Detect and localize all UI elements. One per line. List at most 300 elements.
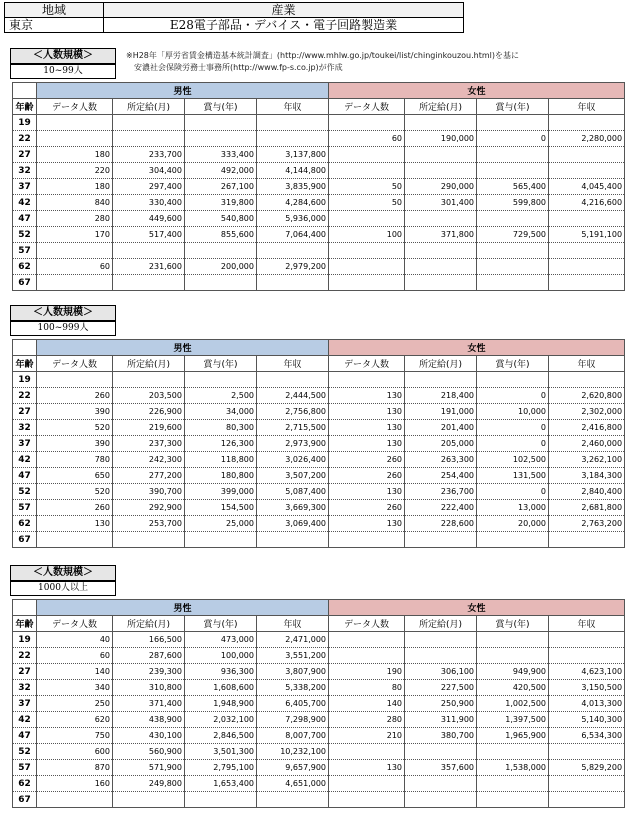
male-value-cell: 25,000 xyxy=(185,516,257,532)
female-value-cell xyxy=(405,648,477,664)
age-cell: 52 xyxy=(13,227,37,243)
table-row xyxy=(13,275,625,291)
male-value-cell: 840 xyxy=(37,195,113,211)
male-value-cell: 297,400 xyxy=(113,179,185,195)
male-bonus-header: 賞与(年) xyxy=(185,616,257,632)
male-value-cell: 10,232,100 xyxy=(257,744,329,760)
male-annual-header: 年収 xyxy=(257,99,329,115)
age-cell: 42 xyxy=(13,195,37,211)
female-value-cell: 2,840,400 xyxy=(549,484,625,500)
female-value-cell xyxy=(405,243,477,259)
female-value-cell: 306,100 xyxy=(405,664,477,680)
female-value-cell: 130 xyxy=(329,404,405,420)
male-value-cell: 5,936,000 xyxy=(257,211,329,227)
female-value-cell: 130 xyxy=(329,484,405,500)
male-count-header: データ人数 xyxy=(37,99,113,115)
female-value-cell xyxy=(477,744,549,760)
male-value-cell: 292,900 xyxy=(113,500,185,516)
female-value-cell xyxy=(405,776,477,792)
male-count-header: データ人数 xyxy=(37,356,113,372)
male-value-cell: 2,444,500 xyxy=(257,388,329,404)
female-value-cell: 2,681,800 xyxy=(549,500,625,516)
table-row xyxy=(13,744,625,760)
male-value-cell: 260 xyxy=(37,500,113,516)
age-cell: 32 xyxy=(13,163,37,179)
male-value-cell xyxy=(257,372,329,388)
header-spacer xyxy=(13,83,37,99)
female-value-cell xyxy=(329,648,405,664)
female-value-cell xyxy=(477,211,549,227)
male-value-cell: 1,608,600 xyxy=(185,680,257,696)
male-value-cell: 220 xyxy=(37,163,113,179)
male-value-cell: 287,600 xyxy=(113,648,185,664)
female-value-cell: 290,000 xyxy=(405,179,477,195)
table-row xyxy=(13,372,625,388)
salary-table xyxy=(12,599,625,808)
male-value-cell: 650 xyxy=(37,468,113,484)
male-value-cell: 371,400 xyxy=(113,696,185,712)
table-row xyxy=(13,243,625,259)
age-cell: 47 xyxy=(13,728,37,744)
male-value-cell xyxy=(257,243,329,259)
table-row xyxy=(13,648,625,664)
female-value-cell: 13,000 xyxy=(477,500,549,516)
female-value-cell xyxy=(549,648,625,664)
male-value-cell: 60 xyxy=(37,648,113,664)
female-value-cell xyxy=(329,259,405,275)
male-value-cell: 520 xyxy=(37,420,113,436)
table-row xyxy=(13,776,625,792)
age-cell: 19 xyxy=(13,632,37,648)
male-value-cell: 390,700 xyxy=(113,484,185,500)
female-value-cell xyxy=(549,744,625,760)
female-value-cell xyxy=(405,115,477,131)
male-value-cell xyxy=(37,275,113,291)
male-value-cell: 2,846,500 xyxy=(185,728,257,744)
female-value-cell xyxy=(549,776,625,792)
female-value-cell: 20,000 xyxy=(477,516,549,532)
female-value-cell xyxy=(477,792,549,808)
male-value-cell xyxy=(185,532,257,548)
male-value-cell: 34,000 xyxy=(185,404,257,420)
male-value-cell: 180,800 xyxy=(185,468,257,484)
female-value-cell xyxy=(549,259,625,275)
age-cell: 67 xyxy=(13,275,37,291)
male-value-cell: 3,835,900 xyxy=(257,179,329,195)
age-cell: 22 xyxy=(13,131,37,147)
male-value-cell: 492,000 xyxy=(185,163,257,179)
age-cell: 42 xyxy=(13,712,37,728)
female-value-cell xyxy=(329,372,405,388)
male-header: 男性 xyxy=(37,83,329,99)
female-value-cell xyxy=(549,115,625,131)
female-value-cell: 250,900 xyxy=(405,696,477,712)
male-monthly-header: 所定給(月) xyxy=(113,356,185,372)
female-header: 女性 xyxy=(329,83,625,99)
male-value-cell: 166,500 xyxy=(113,632,185,648)
table-row xyxy=(13,452,625,468)
male-value-cell: 340 xyxy=(37,680,113,696)
male-value-cell: 600 xyxy=(37,744,113,760)
male-value-cell xyxy=(185,792,257,808)
female-value-cell: 301,400 xyxy=(405,195,477,211)
size-label: ＜人数規模＞ xyxy=(10,305,116,321)
table-row xyxy=(13,131,625,147)
table-row xyxy=(13,468,625,484)
female-value-cell xyxy=(549,792,625,808)
table-row xyxy=(13,179,625,195)
male-value-cell: 330,400 xyxy=(113,195,185,211)
male-value-cell: 399,000 xyxy=(185,484,257,500)
female-value-cell xyxy=(477,275,549,291)
female-value-cell: 6,534,300 xyxy=(549,728,625,744)
age-cell: 57 xyxy=(13,760,37,776)
male-value-cell: 170 xyxy=(37,227,113,243)
male-value-cell: 4,144,800 xyxy=(257,163,329,179)
female-bonus-header: 賞与(年) xyxy=(477,356,549,372)
female-annual-header: 年収 xyxy=(549,616,625,632)
age-cell: 47 xyxy=(13,468,37,484)
female-value-cell: 4,045,400 xyxy=(549,179,625,195)
female-value-cell xyxy=(405,532,477,548)
male-bonus-header: 賞与(年) xyxy=(185,99,257,115)
female-value-cell: 130 xyxy=(329,420,405,436)
male-value-cell: 3,501,300 xyxy=(185,744,257,760)
female-value-cell: 2,280,000 xyxy=(549,131,625,147)
female-value-cell: 371,800 xyxy=(405,227,477,243)
male-value-cell xyxy=(37,243,113,259)
female-value-cell xyxy=(477,243,549,259)
table-row xyxy=(13,532,625,548)
male-value-cell: 2,032,100 xyxy=(185,712,257,728)
male-monthly-header: 所定給(月) xyxy=(113,616,185,632)
table-row xyxy=(13,680,625,696)
table-row xyxy=(13,259,625,275)
table-row xyxy=(13,760,625,776)
male-value-cell: 571,900 xyxy=(113,760,185,776)
male-value-cell xyxy=(257,275,329,291)
female-value-cell: 0 xyxy=(477,388,549,404)
male-value-cell: 3,137,800 xyxy=(257,147,329,163)
female-value-cell: 3,184,300 xyxy=(549,468,625,484)
male-value-cell: 9,657,900 xyxy=(257,760,329,776)
table-row xyxy=(13,696,625,712)
male-value-cell: 280 xyxy=(37,211,113,227)
female-value-cell: 2,416,800 xyxy=(549,420,625,436)
male-value-cell: 449,600 xyxy=(113,211,185,227)
female-value-cell: 0 xyxy=(477,420,549,436)
female-value-cell: 190 xyxy=(329,664,405,680)
female-value-cell xyxy=(329,243,405,259)
female-value-cell: 729,500 xyxy=(477,227,549,243)
age-cell: 32 xyxy=(13,680,37,696)
female-value-cell: 210 xyxy=(329,728,405,744)
female-value-cell: 205,000 xyxy=(405,436,477,452)
female-bonus-header: 賞与(年) xyxy=(477,99,549,115)
table-row xyxy=(13,163,625,179)
female-value-cell: 130 xyxy=(329,516,405,532)
female-value-cell: 130 xyxy=(329,436,405,452)
table-row xyxy=(13,227,625,243)
male-value-cell: 250 xyxy=(37,696,113,712)
male-value-cell xyxy=(185,243,257,259)
female-value-cell: 5,140,300 xyxy=(549,712,625,728)
female-value-cell xyxy=(329,211,405,227)
female-value-cell: 1,965,900 xyxy=(477,728,549,744)
female-value-cell: 227,500 xyxy=(405,680,477,696)
male-value-cell: 233,700 xyxy=(113,147,185,163)
male-value-cell xyxy=(257,532,329,548)
male-value-cell: 1,948,900 xyxy=(185,696,257,712)
region-label: 地域 xyxy=(5,3,104,18)
female-value-cell xyxy=(329,147,405,163)
male-value-cell xyxy=(257,792,329,808)
male-value-cell xyxy=(113,243,185,259)
female-value-cell xyxy=(549,532,625,548)
table-row xyxy=(13,388,625,404)
male-header: 男性 xyxy=(37,600,329,616)
age-cell: 67 xyxy=(13,792,37,808)
female-value-cell xyxy=(549,275,625,291)
table-row xyxy=(13,436,625,452)
table-row xyxy=(13,484,625,500)
age-cell: 22 xyxy=(13,648,37,664)
female-value-cell: 190,000 xyxy=(405,131,477,147)
male-value-cell xyxy=(37,131,113,147)
female-value-cell xyxy=(549,147,625,163)
male-value-cell xyxy=(257,131,329,147)
region-value: 東京 xyxy=(5,18,104,33)
male-value-cell: 430,100 xyxy=(113,728,185,744)
male-value-cell: 319,800 xyxy=(185,195,257,211)
female-header: 女性 xyxy=(329,340,625,356)
female-value-cell: 228,600 xyxy=(405,516,477,532)
male-value-cell: 1,653,400 xyxy=(185,776,257,792)
male-value-cell: 40 xyxy=(37,632,113,648)
table-row xyxy=(13,420,625,436)
male-value-cell: 7,064,400 xyxy=(257,227,329,243)
female-value-cell xyxy=(477,532,549,548)
male-value-cell: 2,756,800 xyxy=(257,404,329,420)
female-value-cell: 4,623,100 xyxy=(549,664,625,680)
female-value-cell: 4,216,600 xyxy=(549,195,625,211)
age-cell: 62 xyxy=(13,259,37,275)
male-value-cell: 253,700 xyxy=(113,516,185,532)
female-value-cell: 2,620,800 xyxy=(549,388,625,404)
female-value-cell: 140 xyxy=(329,696,405,712)
male-count-header: データ人数 xyxy=(37,616,113,632)
age-cell: 47 xyxy=(13,211,37,227)
salary-table xyxy=(12,339,625,548)
age-cell: 27 xyxy=(13,664,37,680)
male-value-cell: 249,800 xyxy=(113,776,185,792)
table-row xyxy=(13,516,625,532)
table-row xyxy=(13,632,625,648)
male-value-cell: 203,500 xyxy=(113,388,185,404)
male-value-cell: 226,900 xyxy=(113,404,185,420)
female-value-cell xyxy=(477,115,549,131)
table-row xyxy=(13,195,625,211)
female-value-cell: 949,900 xyxy=(477,664,549,680)
female-value-cell xyxy=(477,776,549,792)
male-value-cell xyxy=(37,532,113,548)
female-value-cell xyxy=(477,632,549,648)
age-cell: 62 xyxy=(13,516,37,532)
male-value-cell: 60 xyxy=(37,259,113,275)
female-value-cell xyxy=(329,744,405,760)
male-value-cell: 219,600 xyxy=(113,420,185,436)
male-value-cell: 267,100 xyxy=(185,179,257,195)
female-value-cell xyxy=(549,243,625,259)
male-annual-header: 年収 xyxy=(257,616,329,632)
age-cell: 57 xyxy=(13,243,37,259)
male-value-cell: 140 xyxy=(37,664,113,680)
male-value-cell: 3,507,200 xyxy=(257,468,329,484)
male-value-cell: 333,400 xyxy=(185,147,257,163)
male-monthly-header: 所定給(月) xyxy=(113,99,185,115)
male-value-cell: 2,500 xyxy=(185,388,257,404)
male-value-cell: 540,800 xyxy=(185,211,257,227)
female-value-cell: 191,000 xyxy=(405,404,477,420)
female-value-cell: 260 xyxy=(329,500,405,516)
female-value-cell xyxy=(329,163,405,179)
male-value-cell: 180 xyxy=(37,147,113,163)
female-annual-header: 年収 xyxy=(549,99,625,115)
female-value-cell: 263,300 xyxy=(405,452,477,468)
female-value-cell: 222,400 xyxy=(405,500,477,516)
female-count-header: データ人数 xyxy=(329,356,405,372)
age-cell: 27 xyxy=(13,147,37,163)
male-header: 男性 xyxy=(37,340,329,356)
female-value-cell: 260 xyxy=(329,452,405,468)
industry-value: E28電子部品・デバイス・電子回路製造業 xyxy=(104,18,464,33)
male-value-cell: 3,069,400 xyxy=(257,516,329,532)
female-value-cell: 1,397,500 xyxy=(477,712,549,728)
male-value-cell: 3,669,300 xyxy=(257,500,329,516)
female-value-cell: 3,262,100 xyxy=(549,452,625,468)
female-value-cell: 599,800 xyxy=(477,195,549,211)
age-cell: 37 xyxy=(13,179,37,195)
age-cell: 52 xyxy=(13,744,37,760)
female-value-cell: 4,013,300 xyxy=(549,696,625,712)
male-value-cell: 260 xyxy=(37,388,113,404)
table-row xyxy=(13,792,625,808)
male-value-cell: 2,795,100 xyxy=(185,760,257,776)
male-value-cell: 2,973,900 xyxy=(257,436,329,452)
male-value-cell: 780 xyxy=(37,452,113,468)
female-value-cell xyxy=(405,744,477,760)
male-value-cell: 3,807,900 xyxy=(257,664,329,680)
age-cell: 32 xyxy=(13,420,37,436)
size-value: 10~99人 xyxy=(10,64,116,79)
female-value-cell xyxy=(329,532,405,548)
industry-label: 産業 xyxy=(104,3,464,18)
female-bonus-header: 賞与(年) xyxy=(477,616,549,632)
table-row xyxy=(13,664,625,680)
female-count-header: データ人数 xyxy=(329,99,405,115)
female-value-cell xyxy=(329,115,405,131)
age-cell: 57 xyxy=(13,500,37,516)
female-value-cell xyxy=(405,211,477,227)
source-note-line2: 安濃社会保険労務士事務所(http://www.fp-s.co.jp)が作成 xyxy=(134,63,343,72)
female-value-cell: 236,700 xyxy=(405,484,477,500)
male-value-cell xyxy=(113,131,185,147)
female-value-cell xyxy=(477,648,549,664)
male-value-cell: 160 xyxy=(37,776,113,792)
female-value-cell: 2,302,000 xyxy=(549,404,625,420)
female-value-cell: 201,400 xyxy=(405,420,477,436)
table-row xyxy=(13,404,625,420)
male-value-cell: 130 xyxy=(37,516,113,532)
age-cell: 52 xyxy=(13,484,37,500)
table-row xyxy=(13,211,625,227)
female-value-cell: 3,150,500 xyxy=(549,680,625,696)
age-cell: 19 xyxy=(13,372,37,388)
male-value-cell: 242,300 xyxy=(113,452,185,468)
male-value-cell: 7,298,900 xyxy=(257,712,329,728)
male-value-cell: 2,471,000 xyxy=(257,632,329,648)
female-value-cell: 260 xyxy=(329,468,405,484)
age-cell: 19 xyxy=(13,115,37,131)
female-value-cell xyxy=(549,372,625,388)
female-value-cell: 0 xyxy=(477,436,549,452)
female-value-cell xyxy=(329,792,405,808)
male-value-cell xyxy=(185,275,257,291)
female-value-cell: 357,600 xyxy=(405,760,477,776)
table-row xyxy=(13,712,625,728)
male-value-cell xyxy=(113,275,185,291)
age-cell: 67 xyxy=(13,532,37,548)
female-value-cell xyxy=(549,632,625,648)
female-monthly-header: 所定給(月) xyxy=(405,616,477,632)
female-value-cell: 5,191,100 xyxy=(549,227,625,243)
male-value-cell: 517,400 xyxy=(113,227,185,243)
male-value-cell: 100,000 xyxy=(185,648,257,664)
size-label: ＜人数規模＞ xyxy=(10,48,116,64)
female-value-cell: 2,460,000 xyxy=(549,436,625,452)
table-row xyxy=(13,728,625,744)
age-cell: 37 xyxy=(13,696,37,712)
source-note xyxy=(126,50,519,74)
male-value-cell: 118,800 xyxy=(185,452,257,468)
male-value-cell: 277,200 xyxy=(113,468,185,484)
male-value-cell: 870 xyxy=(37,760,113,776)
female-value-cell xyxy=(405,259,477,275)
male-value-cell: 200,000 xyxy=(185,259,257,275)
male-value-cell xyxy=(37,115,113,131)
female-monthly-header: 所定給(月) xyxy=(405,356,477,372)
female-value-cell xyxy=(405,632,477,648)
female-value-cell xyxy=(329,776,405,792)
male-value-cell: 4,284,600 xyxy=(257,195,329,211)
male-value-cell xyxy=(257,115,329,131)
female-value-cell xyxy=(477,147,549,163)
female-value-cell: 130 xyxy=(329,760,405,776)
female-value-cell xyxy=(405,275,477,291)
female-value-cell xyxy=(477,259,549,275)
female-value-cell: 5,829,200 xyxy=(549,760,625,776)
male-value-cell: 4,651,000 xyxy=(257,776,329,792)
male-value-cell: 473,000 xyxy=(185,632,257,648)
male-value-cell: 154,500 xyxy=(185,500,257,516)
male-value-cell: 2,979,200 xyxy=(257,259,329,275)
male-value-cell: 620 xyxy=(37,712,113,728)
age-cell: 37 xyxy=(13,436,37,452)
female-annual-header: 年収 xyxy=(549,356,625,372)
female-value-cell: 50 xyxy=(329,195,405,211)
female-value-cell: 1,002,500 xyxy=(477,696,549,712)
age-header: 年齢 xyxy=(13,99,37,115)
